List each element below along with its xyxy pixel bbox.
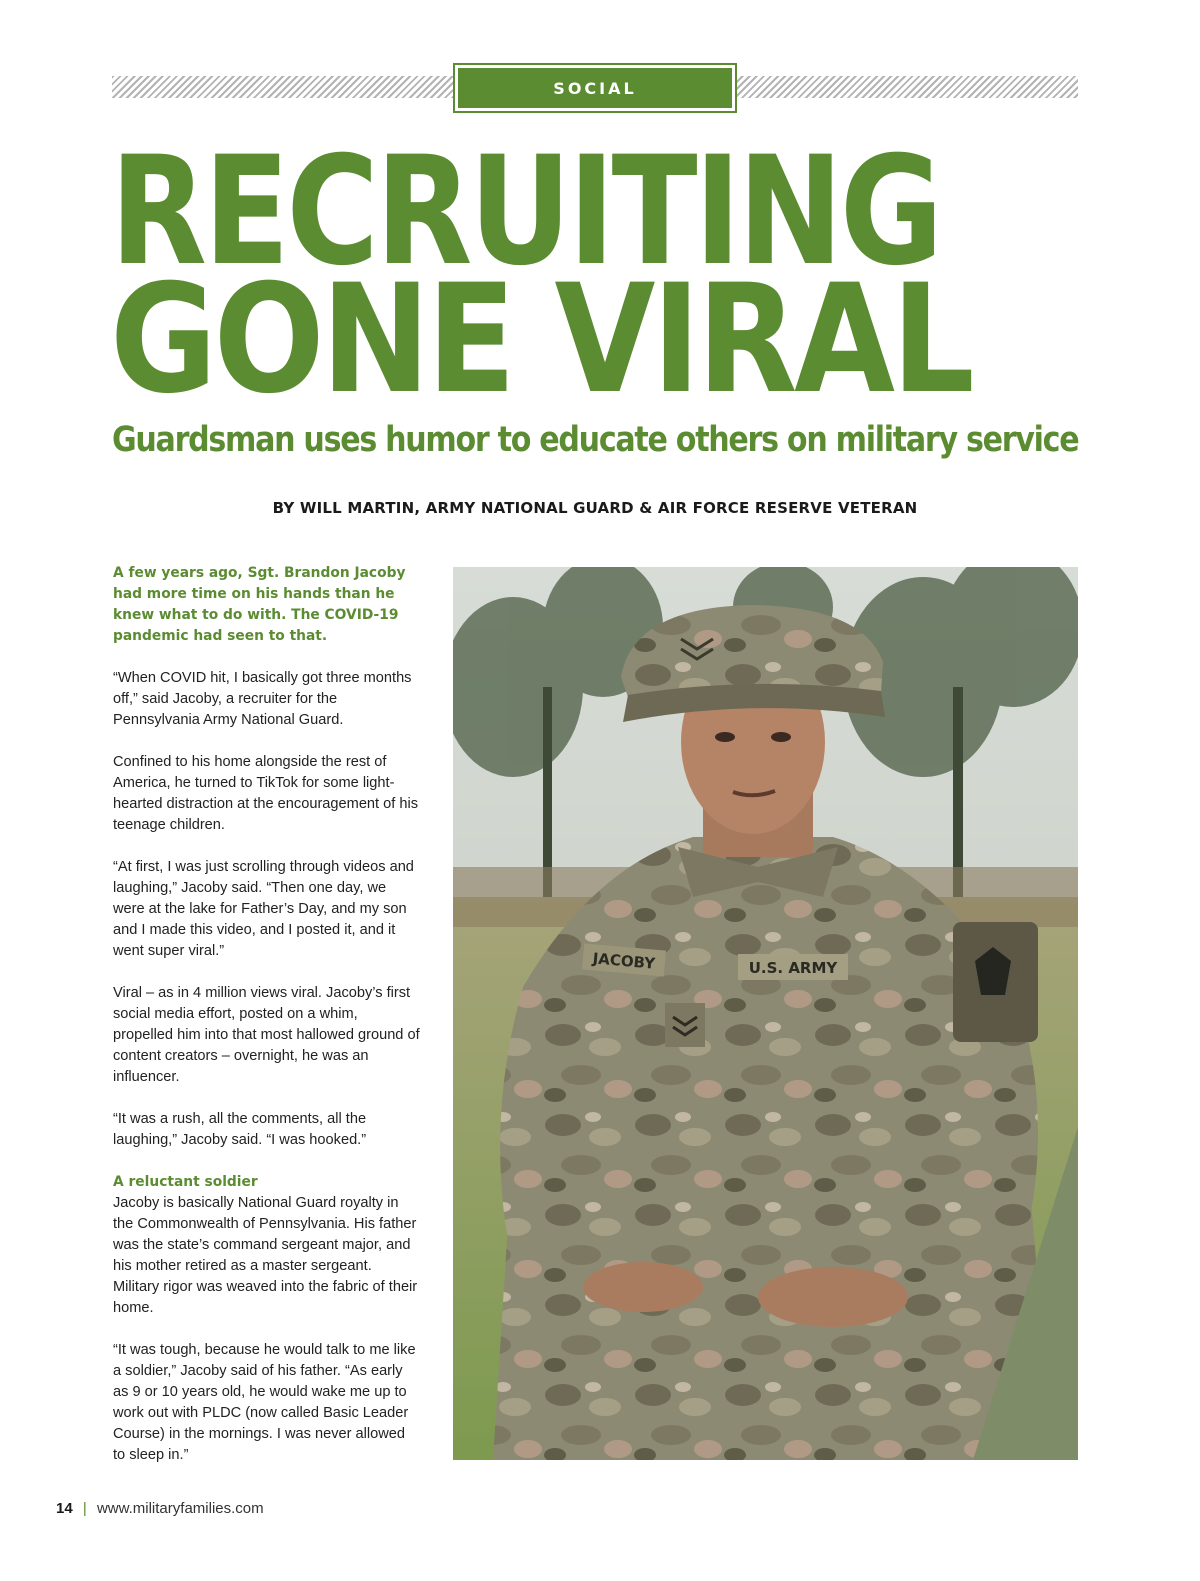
- headline-line-1: RECRUITING: [110, 125, 940, 299]
- section-label: SOCIAL: [458, 68, 732, 108]
- footer-separator: |: [82, 1500, 87, 1517]
- headline-line-2: GONE VIRAL: [110, 253, 972, 427]
- branch-tape: U.S. ARMY: [748, 959, 838, 977]
- article-body: [113, 563, 421, 1487]
- section-block: [113, 1172, 421, 1319]
- lead-paragraph: A few years ago, Sgt. Brandon Jacoby had more time on his hands than he knew what to do with. The COVID-19 pandemic had seen to that.: [113, 565, 406, 644]
- page-number: 14: [56, 1500, 73, 1517]
- page-footer: [56, 1500, 264, 1517]
- soldier-photo: [453, 567, 1078, 1460]
- body-paragraph: “At first, I was just scrolling through videos and laughing,” Jacoby said. “Then one day, we were at the lake for Father’s Day, and my son and I made this video, and I posted it, and it went super viral.”: [113, 859, 414, 959]
- body-paragraph: “It was a rush, all the comments, all the laughing,” Jacoby said. “I was hooked.”: [113, 1111, 367, 1148]
- section-subhead: A reluctant soldier: [113, 1174, 258, 1190]
- name-tape: JACOBY: [592, 949, 656, 973]
- body-paragraph: “It was tough, because he would talk to me like a soldier,” Jacoby said of his father. “As early as 9 or 10 years old, he would wake me up to work out with PLDC (now called Basic Leader Course) in the mornings. I was never allowed to sleep in.”: [113, 1342, 416, 1463]
- headline: [110, 125, 1080, 427]
- body-paragraph: “When COVID hit, I basically got three months off,” said Jacoby, a recruiter for the Pennsylvania Army National Guard.: [113, 670, 412, 728]
- body-paragraph: Jacoby is basically National Guard royalty in the Commonwealth of Pennsylvania. His father was the state’s command sergeant major, and his mother retired as a master sergeant. Military rigor was weaved into the fabric of their home.: [113, 1195, 418, 1316]
- subtitle: Guardsman uses humor to educate others on military service: [112, 420, 1079, 460]
- byline: BY WILL MARTIN, ARMY NATIONAL GUARD & AIR FORCE RESERVE VETERAN: [272, 499, 918, 517]
- footer-url-link[interactable]: www.militaryfamilies.com: [96, 1500, 264, 1517]
- body-paragraph: Confined to his home alongside the rest of America, he turned to TikTok for some light-hearted distraction at the encouragement of his teenage children.: [113, 754, 419, 833]
- body-paragraph: Viral – as in 4 million views viral. Jacoby’s first social media effort, posted on a whim, propelled him into that most hallowed ground of content creators – overnight, he was an influencer.: [113, 985, 420, 1085]
- section-tag: [453, 63, 737, 113]
